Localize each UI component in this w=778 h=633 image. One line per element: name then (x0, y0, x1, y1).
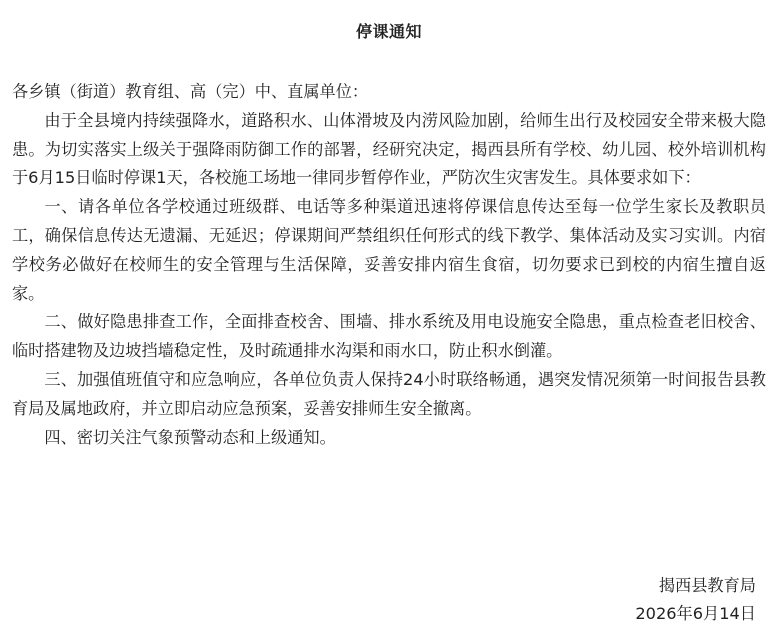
notice-title: 停课通知 (355, 22, 422, 41)
issuer-name: 揭西县教育局 (658, 576, 756, 595)
intro-paragraph: 由于全县境内持续强降水，道路积水、山体滑坡及内涝风险加剧，给师生出行及校园安全带来极大隐患。为切实落实上级关于强降雨防御工作的部署，经研究决定，揭西县所有学校、幼儿园、校外培训机构于6月15日临时停课1天，各校施工场地一律同步暂停作业，严防次生灾害发生。具体要求如下： (12, 110, 766, 188)
notice-body (12, 78, 766, 452)
requirement-4-paragraph: 四、密切关注气象预警动态和上级通知。 (44, 427, 336, 447)
signoff-block (635, 572, 756, 628)
issue-date: 2026年6月14日 (635, 604, 756, 623)
requirement-1-paragraph: 一、请各单位各学校通过班级群、电话等多种渠道迅速将停课信息传达至每一位学生家长及教职员工，确保信息传达无遗漏、无延迟；停课期间严禁组织任何形式的线下教学、集体活动及实习实训。内宿学校务必做好在校师生的安全管理与生活保障，妥善安排内宿生食宿，切勿要求已到校的内宿生擅自返家。 (12, 197, 766, 303)
requirement-3-paragraph: 三、加强值班值守和应急响应，各单位负责人保持24小时联络畅通，遇突发情况须第一时间报告县教育局及属地政府，并立即启动应急预案，妥善安排师生安全撤离。 (12, 369, 766, 418)
requirement-2-paragraph: 二、做好隐患排查工作，全面排查校舍、围墙、排水系统及用电设施安全隐患，重点检查老旧校舍、临时搭建物及边坡挡墙稳定性，及时疏通排水沟渠和雨水口，防止积水倒灌。 (12, 312, 766, 361)
salutation: 各乡镇（街道）教育组、高（完）中、直属单位： (12, 82, 369, 101)
